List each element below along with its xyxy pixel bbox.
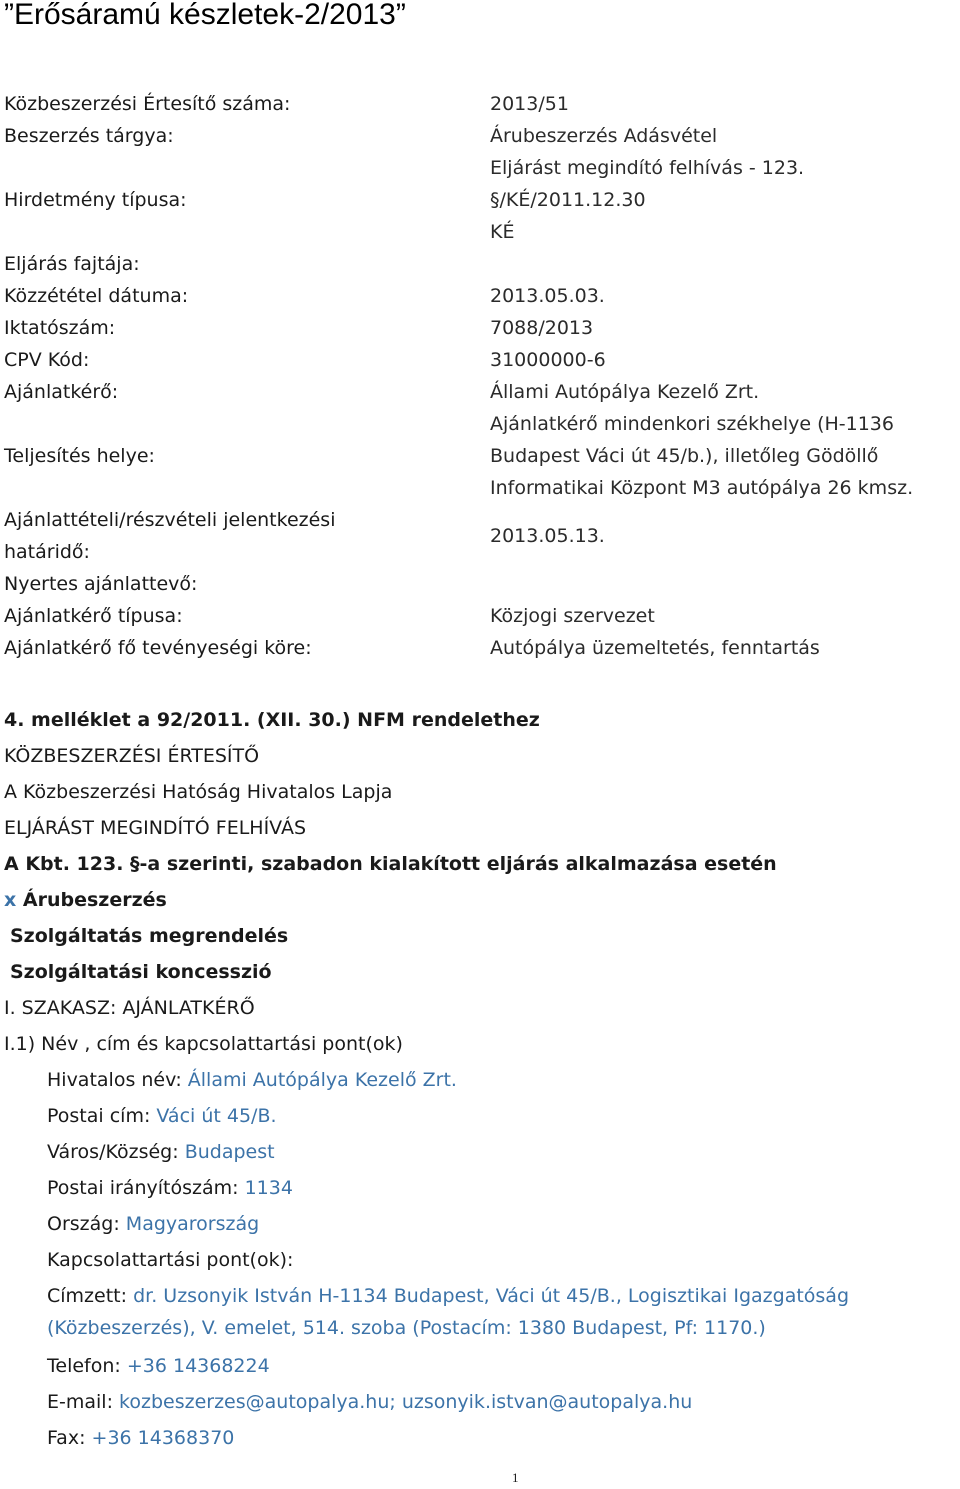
info-label	[4, 504, 490, 568]
info-row-deadline	[4, 504, 960, 568]
info-value-line: Informatikai Központ M3 autópálya 26 kmsz.	[490, 477, 914, 499]
info-row-place-of-performance	[4, 408, 960, 504]
phone-row	[4, 1348, 954, 1384]
option-goods-label: Árubeszerzés	[22, 889, 167, 911]
postal-address-row	[4, 1098, 954, 1134]
country-value: Magyarország	[125, 1213, 260, 1235]
info-row-cpv-code	[4, 344, 960, 376]
section-heading: I. SZAKASZ: AJÁNLATKÉRŐ	[4, 997, 255, 1019]
info-row-winning-bidder	[4, 568, 960, 600]
info-row-publication-date	[4, 280, 960, 312]
fax-value: +36 14368370	[91, 1427, 235, 1449]
page-number: 1	[512, 1470, 519, 1485]
info-value	[490, 248, 960, 280]
info-table	[4, 88, 960, 664]
postal-address-label: Postai cím:	[47, 1105, 151, 1127]
notice-type-heading: ELJÁRÁST MEGINDÍTÓ FELHÍVÁS	[4, 817, 307, 839]
info-value	[490, 568, 960, 600]
country-row	[4, 1206, 954, 1242]
info-value-line: Ajánlatkérő mindenkori székhelye (H-1136	[490, 413, 894, 435]
info-label: CPV Kód:	[4, 349, 90, 371]
info-value-line: KÉ	[490, 221, 515, 243]
email-value[interactable]: kozbeszerzes@autopalya.hu; uzsonyik.istvan@autopalya.hu	[119, 1391, 693, 1413]
subsection-heading: I.1) Név , cím és kapcsolattartási pont(ok)	[4, 1033, 403, 1055]
info-value: Állami Autópálya Kezelő Zrt.	[490, 381, 760, 403]
info-value-line: Budapest Váci út 45/b.), illetőleg Gödöllő	[490, 445, 879, 467]
info-value: Közjogi szervezet	[490, 605, 655, 627]
option-goods	[4, 882, 954, 918]
fax-row	[4, 1420, 954, 1456]
city-value: Budapest	[184, 1141, 275, 1163]
phone-value: +36 14368224	[126, 1355, 270, 1377]
postcode-value: 1134	[244, 1177, 293, 1199]
addressee-row	[4, 1278, 954, 1348]
info-label-line: Ajánlattételi/részvételi jelentkezési	[4, 509, 336, 531]
info-value: Árubeszerzés Adásvétel	[490, 125, 718, 147]
official-name-value: Állami Autópálya Kezelő Zrt.	[187, 1069, 457, 1091]
info-label: Eljárás fajtája:	[4, 253, 140, 275]
document-title: ”Erősáramú készletek-2/2013”	[4, 0, 406, 31]
info-value: 2013.05.03.	[490, 285, 605, 307]
info-value	[490, 152, 960, 248]
postal-address-value: Váci út 45/B.	[156, 1105, 277, 1127]
postcode-label: Postai irányítószám:	[47, 1177, 239, 1199]
gazette-title: KÖZBESZERZÉSI ÉRTESÍTŐ	[4, 745, 260, 767]
info-label: Beszerzés tárgya:	[4, 125, 174, 147]
info-label: Nyertes ajánlattevő:	[4, 573, 198, 595]
fax-label: Fax:	[47, 1427, 86, 1449]
notice-section	[4, 702, 954, 1456]
postcode-row	[4, 1170, 954, 1206]
contact-points-label: Kapcsolattartási pont(ok):	[47, 1249, 294, 1271]
info-label: Iktatószám:	[4, 317, 116, 339]
info-row-file-number	[4, 312, 960, 344]
official-name-label: Hivatalos név:	[47, 1069, 182, 1091]
procedure-basis: A Kbt. 123. §-a szerinti, szabadon kialakított eljárás alkalmazása esetén	[4, 853, 777, 875]
city-label: Város/Község:	[47, 1141, 179, 1163]
info-row-notice-type	[4, 152, 960, 248]
info-label-line: határidő:	[4, 541, 90, 563]
info-label: Hirdetmény típusa:	[4, 189, 187, 211]
addressee-value: dr. Uzsonyik István H-1134 Budapest, Váci út 45/B., Logisztikai Igazgatóság (Közbeszerzés), V. emelet, 514. szoba (Postacím: 1380 Budapest, Pf: 1170.)	[47, 1285, 850, 1339]
info-row-procedure-type	[4, 248, 960, 280]
info-value: 7088/2013	[490, 317, 594, 339]
option-concession: Szolgáltatási koncesszió	[10, 961, 272, 983]
country-label: Ország:	[47, 1213, 120, 1235]
official-name-row	[4, 1062, 954, 1098]
email-label: E-mail:	[47, 1391, 113, 1413]
email-row	[4, 1384, 954, 1420]
info-label: Ajánlatkérő:	[4, 381, 119, 403]
info-row-authority-type	[4, 600, 960, 632]
info-row-main-activity	[4, 632, 960, 664]
info-label: Közzététel dátuma:	[4, 285, 189, 307]
info-value: 31000000-6	[490, 349, 606, 371]
info-label: Közbeszerzési Értesítő száma:	[4, 93, 291, 115]
info-row-subject	[4, 120, 960, 152]
option-service: Szolgáltatás megrendelés	[10, 925, 289, 947]
gazette-subtitle: A Közbeszerzési Hatóság Hivatalos Lapja	[4, 781, 393, 803]
info-row-gazette-number	[4, 88, 960, 120]
info-value: 2013.05.13.	[490, 525, 605, 547]
addressee-label: Címzett:	[47, 1285, 128, 1307]
info-row-contracting-authority	[4, 376, 960, 408]
info-label: Ajánlatkérő típusa:	[4, 605, 183, 627]
info-label: Teljesítés helye:	[4, 445, 155, 467]
info-value-line: Eljárást megindító felhívás - 123. §/KÉ/2011.12.30	[490, 157, 805, 211]
info-value	[490, 408, 960, 504]
info-value: Autópálya üzemeltetés, fenntartás	[490, 637, 820, 659]
info-value: 2013/51	[490, 93, 569, 115]
phone-label: Telefon:	[47, 1355, 121, 1377]
annex-heading: 4. melléklet a 92/2011. (XII. 30.) NFM rendelethez	[4, 709, 540, 731]
info-label: Ajánlatkérő fő tevényeségi köre:	[4, 637, 312, 659]
city-row	[4, 1134, 954, 1170]
checkbox-mark: x	[4, 889, 17, 911]
